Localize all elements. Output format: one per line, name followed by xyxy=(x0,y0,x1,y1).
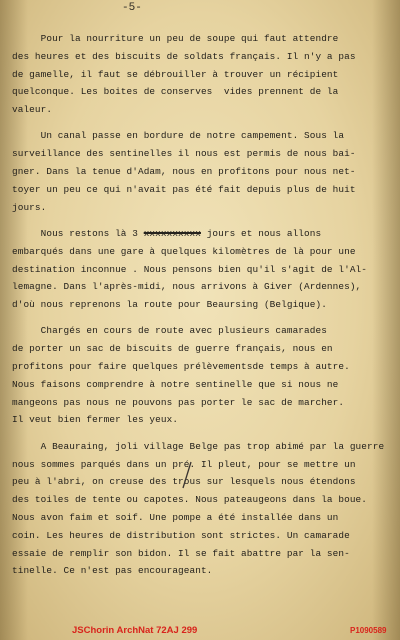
paragraph xyxy=(12,30,390,119)
text-line: Chargés en cours de route avec plusieurs camarades xyxy=(12,325,327,337)
text-line: Il veut bien fermer les yeux. xyxy=(12,414,179,426)
struck-out-text: xxxxxxxxxx xyxy=(143,227,201,239)
text-line: coin. Les heures de distribution sont strictes. Un camarade xyxy=(12,529,350,541)
text-line: Un canal passe en bordure de notre campement. Sous la xyxy=(12,130,345,142)
paragraph xyxy=(12,127,390,216)
text-line: gner. Dans la tenue d'Adam, nous en profitons pour nous net- xyxy=(12,166,356,178)
text-line: embarqués dans une gare à quelques kilomètres de là pour une xyxy=(12,245,356,257)
text-line: peu à l'abri, on creuse des trous sur lesquels nous étendons xyxy=(12,476,356,488)
text-line: destination inconnue . Nous pensons bien qu'il s'agit de l'Al- xyxy=(12,263,368,275)
text-line: valeur. xyxy=(12,104,53,116)
paragraph xyxy=(12,438,390,580)
paragraph xyxy=(12,225,390,314)
text-line: tinelle. Ce n'est pas encourageant. xyxy=(12,565,213,577)
text-line: d'où nous reprenons la route pour Beaursing (Belgique). xyxy=(12,299,327,311)
text-line: A Beauraing, joli village Belge pas trop abimé par la guerre xyxy=(12,440,385,452)
text-line: des heures et des biscuits de soldats français. Il n'y a pas xyxy=(12,50,356,62)
text-line: quelconque. Les boites de conserves vides prennent de la xyxy=(12,86,339,98)
text-line: Nous faisons comprendre à notre sentinelle que si nous ne xyxy=(12,378,339,390)
text-line: de gamelle, il faut se débrouiller à trouver un récipient xyxy=(12,68,339,80)
handwritten-pen-mark xyxy=(180,460,194,490)
text-line: Nous avon faim et soif. Une pompe a été installée dans un xyxy=(12,511,339,523)
photo-id-label: P1090589 xyxy=(350,626,387,635)
text-line: mangeons pas nous ne pouvons pas porter le sac de marcher. xyxy=(12,396,345,408)
text-line: lemagne. Dans l'après-midi, nous arrivons à Giver (Ardennes), xyxy=(12,281,362,293)
archive-reference-label: JSChorin ArchNat 72AJ 299 xyxy=(72,625,198,636)
text-line: surveillance des sentinelles il nous est permis de nous bai- xyxy=(12,148,356,160)
text-line: toyer un peu ce qui n'avait pas été fait depuis plus de huit xyxy=(12,183,356,195)
text-line: jours. xyxy=(12,201,47,213)
typed-text-body xyxy=(12,30,390,589)
text-line: Pour la nourriture un peu de soupe qui faut attendre xyxy=(12,33,339,44)
page-number: -5- xyxy=(122,2,142,14)
text-line: Nous restons là 3 xxxxxxxxxx jours et nous allons xyxy=(12,227,322,239)
paragraph xyxy=(12,322,390,429)
text-line: essaie de remplir son bidon. Il se fait abattre par la sen- xyxy=(12,547,350,559)
text-line: de porter un sac de biscuits de guerre français, nous en xyxy=(12,343,333,355)
text-line: des toiles de tente ou capotes. Nous pateaugeons dans la boue. xyxy=(12,494,368,506)
text-line: nous sommes parqués dans un pré. Il pleut, pour se mettre un xyxy=(12,458,356,470)
text-line: profitons pour faire quelques prélèvementsde temps à autre. xyxy=(12,361,350,373)
